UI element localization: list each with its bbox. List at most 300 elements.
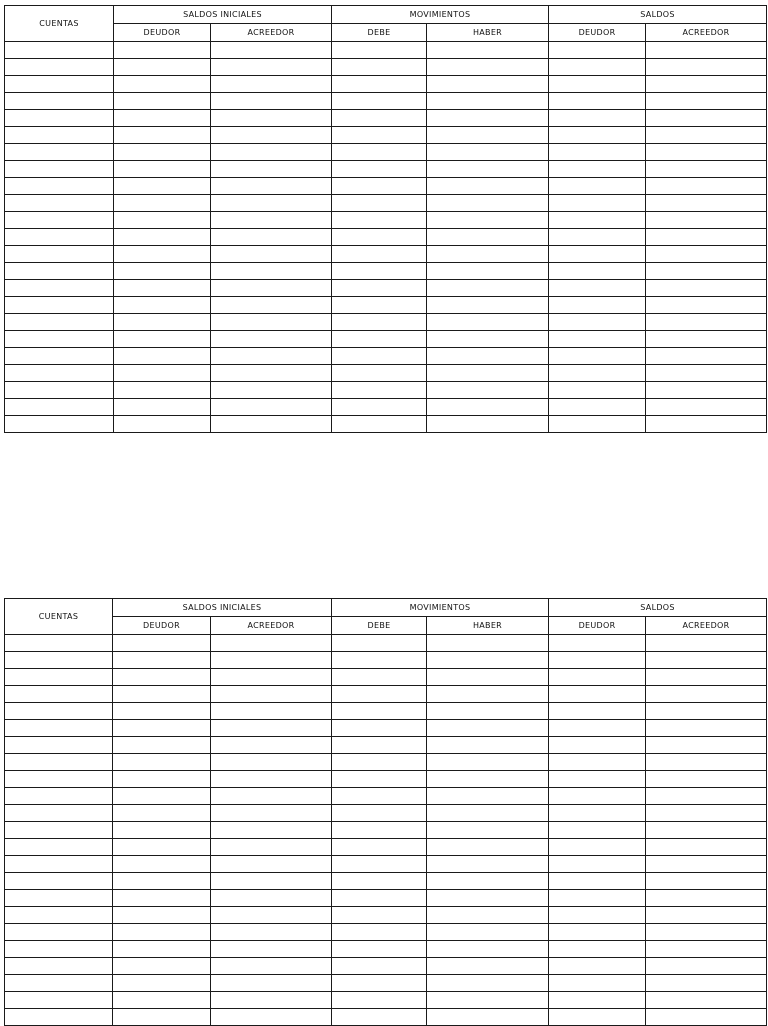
acreedor-inicial-cell[interactable]: [211, 416, 332, 433]
acreedor-inicial-cell[interactable]: [211, 42, 332, 59]
haber-cell[interactable]: [427, 737, 549, 754]
deudor-saldo-cell[interactable]: [549, 686, 646, 703]
cuenta-cell[interactable]: [5, 229, 114, 246]
haber-cell[interactable]: [427, 144, 549, 161]
deudor-saldo-cell[interactable]: [549, 771, 646, 788]
acreedor-saldo-cell[interactable]: [646, 669, 767, 686]
cuenta-cell[interactable]: [5, 652, 113, 669]
deudor-inicial-cell[interactable]: [113, 975, 211, 992]
deudor-inicial-cell[interactable]: [113, 907, 211, 924]
haber-cell[interactable]: [427, 635, 549, 652]
acreedor-saldo-cell[interactable]: [646, 365, 767, 382]
debe-cell[interactable]: [332, 805, 427, 822]
acreedor-inicial-cell[interactable]: [211, 382, 332, 399]
deudor-inicial-cell[interactable]: [113, 924, 211, 941]
deudor-saldo-cell[interactable]: [549, 416, 646, 433]
deudor-saldo-cell[interactable]: [549, 382, 646, 399]
acreedor-inicial-cell[interactable]: [211, 229, 332, 246]
acreedor-inicial-cell[interactable]: [211, 890, 332, 907]
deudor-inicial-cell[interactable]: [114, 212, 211, 229]
acreedor-saldo-cell[interactable]: [646, 280, 767, 297]
debe-cell[interactable]: [332, 822, 427, 839]
cuenta-cell[interactable]: [5, 144, 114, 161]
haber-cell[interactable]: [427, 754, 549, 771]
debe-cell[interactable]: [332, 1009, 427, 1026]
debe-cell[interactable]: [332, 635, 427, 652]
debe-cell[interactable]: [332, 856, 427, 873]
debe-cell[interactable]: [332, 229, 427, 246]
deudor-inicial-cell[interactable]: [113, 873, 211, 890]
debe-cell[interactable]: [332, 924, 427, 941]
acreedor-saldo-cell[interactable]: [646, 890, 767, 907]
haber-cell[interactable]: [427, 246, 549, 263]
debe-cell[interactable]: [332, 314, 427, 331]
haber-cell[interactable]: [427, 788, 549, 805]
deudor-inicial-cell[interactable]: [114, 416, 211, 433]
acreedor-inicial-cell[interactable]: [211, 635, 332, 652]
deudor-saldo-cell[interactable]: [549, 280, 646, 297]
debe-cell[interactable]: [332, 178, 427, 195]
deudor-inicial-cell[interactable]: [114, 127, 211, 144]
acreedor-saldo-cell[interactable]: [646, 399, 767, 416]
deudor-inicial-cell[interactable]: [114, 93, 211, 110]
acreedor-saldo-cell[interactable]: [646, 635, 767, 652]
haber-cell[interactable]: [427, 941, 549, 958]
cuenta-cell[interactable]: [5, 669, 113, 686]
cuenta-cell[interactable]: [5, 348, 114, 365]
deudor-saldo-cell[interactable]: [549, 788, 646, 805]
deudor-inicial-cell[interactable]: [113, 737, 211, 754]
debe-cell[interactable]: [332, 127, 427, 144]
acreedor-inicial-cell[interactable]: [211, 1009, 332, 1026]
acreedor-inicial-cell[interactable]: [211, 822, 332, 839]
acreedor-saldo-cell[interactable]: [646, 59, 767, 76]
acreedor-saldo-cell[interactable]: [646, 93, 767, 110]
acreedor-inicial-cell[interactable]: [211, 652, 332, 669]
cuenta-cell[interactable]: [5, 635, 113, 652]
haber-cell[interactable]: [427, 280, 549, 297]
debe-cell[interactable]: [332, 754, 427, 771]
acreedor-saldo-cell[interactable]: [646, 652, 767, 669]
cuenta-cell[interactable]: [5, 975, 113, 992]
deudor-saldo-cell[interactable]: [549, 720, 646, 737]
deudor-inicial-cell[interactable]: [113, 856, 211, 873]
deudor-inicial-cell[interactable]: [114, 280, 211, 297]
debe-cell[interactable]: [332, 110, 427, 127]
acreedor-inicial-cell[interactable]: [211, 669, 332, 686]
deudor-inicial-cell[interactable]: [114, 144, 211, 161]
haber-cell[interactable]: [427, 907, 549, 924]
deudor-inicial-cell[interactable]: [114, 110, 211, 127]
cuenta-cell[interactable]: [5, 246, 114, 263]
deudor-saldo-cell[interactable]: [549, 42, 646, 59]
acreedor-inicial-cell[interactable]: [211, 771, 332, 788]
deudor-saldo-cell[interactable]: [549, 365, 646, 382]
haber-cell[interactable]: [427, 263, 549, 280]
acreedor-saldo-cell[interactable]: [646, 212, 767, 229]
cuenta-cell[interactable]: [5, 127, 114, 144]
acreedor-inicial-cell[interactable]: [211, 110, 332, 127]
deudor-inicial-cell[interactable]: [114, 263, 211, 280]
deudor-saldo-cell[interactable]: [549, 669, 646, 686]
acreedor-saldo-cell[interactable]: [646, 975, 767, 992]
deudor-inicial-cell[interactable]: [113, 941, 211, 958]
deudor-inicial-cell[interactable]: [113, 686, 211, 703]
cuenta-cell[interactable]: [5, 890, 113, 907]
deudor-inicial-cell[interactable]: [113, 1009, 211, 1026]
cuenta-cell[interactable]: [5, 1009, 113, 1026]
acreedor-inicial-cell[interactable]: [211, 754, 332, 771]
acreedor-inicial-cell[interactable]: [211, 144, 332, 161]
cuenta-cell[interactable]: [5, 771, 113, 788]
cuenta-cell[interactable]: [5, 178, 114, 195]
cuenta-cell[interactable]: [5, 856, 113, 873]
haber-cell[interactable]: [427, 110, 549, 127]
acreedor-inicial-cell[interactable]: [211, 161, 332, 178]
cuenta-cell[interactable]: [5, 59, 114, 76]
debe-cell[interactable]: [332, 382, 427, 399]
acreedor-inicial-cell[interactable]: [211, 839, 332, 856]
debe-cell[interactable]: [332, 416, 427, 433]
deudor-saldo-cell[interactable]: [549, 76, 646, 93]
acreedor-saldo-cell[interactable]: [646, 873, 767, 890]
haber-cell[interactable]: [427, 93, 549, 110]
deudor-inicial-cell[interactable]: [114, 76, 211, 93]
deudor-inicial-cell[interactable]: [114, 246, 211, 263]
deudor-inicial-cell[interactable]: [114, 348, 211, 365]
acreedor-saldo-cell[interactable]: [646, 856, 767, 873]
debe-cell[interactable]: [332, 195, 427, 212]
haber-cell[interactable]: [427, 873, 549, 890]
deudor-saldo-cell[interactable]: [549, 195, 646, 212]
haber-cell[interactable]: [427, 42, 549, 59]
deudor-saldo-cell[interactable]: [549, 737, 646, 754]
acreedor-inicial-cell[interactable]: [211, 246, 332, 263]
cuenta-cell[interactable]: [5, 839, 113, 856]
cuenta-cell[interactable]: [5, 907, 113, 924]
haber-cell[interactable]: [427, 348, 549, 365]
deudor-inicial-cell[interactable]: [114, 195, 211, 212]
deudor-saldo-cell[interactable]: [549, 992, 646, 1009]
debe-cell[interactable]: [332, 246, 427, 263]
cuenta-cell[interactable]: [5, 416, 114, 433]
cuenta-cell[interactable]: [5, 805, 113, 822]
acreedor-saldo-cell[interactable]: [646, 331, 767, 348]
debe-cell[interactable]: [332, 788, 427, 805]
deudor-saldo-cell[interactable]: [549, 59, 646, 76]
cuenta-cell[interactable]: [5, 788, 113, 805]
acreedor-inicial-cell[interactable]: [211, 399, 332, 416]
acreedor-inicial-cell[interactable]: [211, 924, 332, 941]
acreedor-inicial-cell[interactable]: [211, 59, 332, 76]
acreedor-saldo-cell[interactable]: [646, 1009, 767, 1026]
haber-cell[interactable]: [427, 195, 549, 212]
acreedor-inicial-cell[interactable]: [211, 297, 332, 314]
deudor-inicial-cell[interactable]: [113, 669, 211, 686]
debe-cell[interactable]: [332, 992, 427, 1009]
cuenta-cell[interactable]: [5, 737, 113, 754]
debe-cell[interactable]: [332, 144, 427, 161]
acreedor-saldo-cell[interactable]: [646, 263, 767, 280]
debe-cell[interactable]: [332, 686, 427, 703]
haber-cell[interactable]: [427, 703, 549, 720]
deudor-inicial-cell[interactable]: [113, 992, 211, 1009]
debe-cell[interactable]: [332, 365, 427, 382]
haber-cell[interactable]: [427, 856, 549, 873]
acreedor-inicial-cell[interactable]: [211, 348, 332, 365]
acreedor-inicial-cell[interactable]: [211, 76, 332, 93]
debe-cell[interactable]: [332, 839, 427, 856]
acreedor-inicial-cell[interactable]: [211, 992, 332, 1009]
deudor-saldo-cell[interactable]: [549, 924, 646, 941]
acreedor-inicial-cell[interactable]: [211, 737, 332, 754]
deudor-saldo-cell[interactable]: [549, 890, 646, 907]
deudor-saldo-cell[interactable]: [549, 263, 646, 280]
debe-cell[interactable]: [332, 737, 427, 754]
deudor-inicial-cell[interactable]: [114, 314, 211, 331]
cuenta-cell[interactable]: [5, 822, 113, 839]
deudor-inicial-cell[interactable]: [114, 59, 211, 76]
deudor-saldo-cell[interactable]: [549, 399, 646, 416]
cuenta-cell[interactable]: [5, 314, 114, 331]
deudor-saldo-cell[interactable]: [549, 652, 646, 669]
haber-cell[interactable]: [427, 178, 549, 195]
acreedor-inicial-cell[interactable]: [211, 365, 332, 382]
haber-cell[interactable]: [427, 822, 549, 839]
deudor-inicial-cell[interactable]: [113, 822, 211, 839]
deudor-saldo-cell[interactable]: [549, 348, 646, 365]
deudor-saldo-cell[interactable]: [549, 1009, 646, 1026]
haber-cell[interactable]: [427, 839, 549, 856]
debe-cell[interactable]: [332, 399, 427, 416]
cuenta-cell[interactable]: [5, 873, 113, 890]
acreedor-saldo-cell[interactable]: [646, 686, 767, 703]
acreedor-saldo-cell[interactable]: [646, 754, 767, 771]
deudor-saldo-cell[interactable]: [549, 873, 646, 890]
haber-cell[interactable]: [427, 771, 549, 788]
haber-cell[interactable]: [427, 399, 549, 416]
deudor-saldo-cell[interactable]: [549, 703, 646, 720]
debe-cell[interactable]: [332, 212, 427, 229]
cuenta-cell[interactable]: [5, 93, 114, 110]
haber-cell[interactable]: [427, 890, 549, 907]
cuenta-cell[interactable]: [5, 161, 114, 178]
haber-cell[interactable]: [427, 314, 549, 331]
cuenta-cell[interactable]: [5, 42, 114, 59]
deudor-saldo-cell[interactable]: [549, 178, 646, 195]
acreedor-inicial-cell[interactable]: [211, 263, 332, 280]
debe-cell[interactable]: [332, 958, 427, 975]
haber-cell[interactable]: [427, 382, 549, 399]
deudor-inicial-cell[interactable]: [113, 788, 211, 805]
deudor-saldo-cell[interactable]: [549, 297, 646, 314]
debe-cell[interactable]: [332, 890, 427, 907]
haber-cell[interactable]: [427, 1009, 549, 1026]
deudor-inicial-cell[interactable]: [113, 635, 211, 652]
debe-cell[interactable]: [332, 975, 427, 992]
haber-cell[interactable]: [427, 958, 549, 975]
debe-cell[interactable]: [332, 720, 427, 737]
deudor-inicial-cell[interactable]: [113, 958, 211, 975]
debe-cell[interactable]: [332, 297, 427, 314]
acreedor-saldo-cell[interactable]: [646, 314, 767, 331]
cuenta-cell[interactable]: [5, 212, 114, 229]
deudor-inicial-cell[interactable]: [114, 297, 211, 314]
cuenta-cell[interactable]: [5, 686, 113, 703]
debe-cell[interactable]: [332, 59, 427, 76]
cuenta-cell[interactable]: [5, 924, 113, 941]
deudor-inicial-cell[interactable]: [114, 161, 211, 178]
acreedor-inicial-cell[interactable]: [211, 975, 332, 992]
deudor-saldo-cell[interactable]: [549, 805, 646, 822]
deudor-saldo-cell[interactable]: [549, 246, 646, 263]
deudor-inicial-cell[interactable]: [113, 839, 211, 856]
haber-cell[interactable]: [427, 76, 549, 93]
acreedor-inicial-cell[interactable]: [211, 212, 332, 229]
acreedor-saldo-cell[interactable]: [646, 771, 767, 788]
deudor-saldo-cell[interactable]: [549, 93, 646, 110]
acreedor-inicial-cell[interactable]: [211, 314, 332, 331]
deudor-saldo-cell[interactable]: [549, 144, 646, 161]
deudor-saldo-cell[interactable]: [549, 110, 646, 127]
haber-cell[interactable]: [427, 669, 549, 686]
debe-cell[interactable]: [332, 348, 427, 365]
haber-cell[interactable]: [427, 59, 549, 76]
acreedor-saldo-cell[interactable]: [646, 178, 767, 195]
acreedor-inicial-cell[interactable]: [211, 958, 332, 975]
cuenta-cell[interactable]: [5, 263, 114, 280]
debe-cell[interactable]: [332, 76, 427, 93]
acreedor-saldo-cell[interactable]: [646, 297, 767, 314]
deudor-inicial-cell[interactable]: [114, 331, 211, 348]
haber-cell[interactable]: [427, 127, 549, 144]
acreedor-saldo-cell[interactable]: [646, 127, 767, 144]
acreedor-saldo-cell[interactable]: [646, 195, 767, 212]
deudor-inicial-cell[interactable]: [114, 42, 211, 59]
cuenta-cell[interactable]: [5, 941, 113, 958]
haber-cell[interactable]: [427, 992, 549, 1009]
cuenta-cell[interactable]: [5, 76, 114, 93]
debe-cell[interactable]: [332, 161, 427, 178]
deudor-saldo-cell[interactable]: [549, 941, 646, 958]
debe-cell[interactable]: [332, 703, 427, 720]
acreedor-saldo-cell[interactable]: [646, 161, 767, 178]
haber-cell[interactable]: [427, 805, 549, 822]
acreedor-saldo-cell[interactable]: [646, 924, 767, 941]
deudor-saldo-cell[interactable]: [549, 635, 646, 652]
debe-cell[interactable]: [332, 263, 427, 280]
deudor-saldo-cell[interactable]: [549, 229, 646, 246]
acreedor-inicial-cell[interactable]: [211, 788, 332, 805]
debe-cell[interactable]: [332, 873, 427, 890]
acreedor-saldo-cell[interactable]: [646, 788, 767, 805]
acreedor-inicial-cell[interactable]: [211, 873, 332, 890]
deudor-saldo-cell[interactable]: [549, 314, 646, 331]
debe-cell[interactable]: [332, 93, 427, 110]
deudor-inicial-cell[interactable]: [113, 720, 211, 737]
acreedor-inicial-cell[interactable]: [211, 907, 332, 924]
acreedor-saldo-cell[interactable]: [646, 703, 767, 720]
haber-cell[interactable]: [427, 331, 549, 348]
acreedor-saldo-cell[interactable]: [646, 737, 767, 754]
haber-cell[interactable]: [427, 212, 549, 229]
deudor-saldo-cell[interactable]: [549, 161, 646, 178]
acreedor-inicial-cell[interactable]: [211, 93, 332, 110]
deudor-inicial-cell[interactable]: [114, 229, 211, 246]
debe-cell[interactable]: [332, 941, 427, 958]
deudor-saldo-cell[interactable]: [549, 331, 646, 348]
acreedor-inicial-cell[interactable]: [211, 720, 332, 737]
deudor-inicial-cell[interactable]: [113, 805, 211, 822]
deudor-saldo-cell[interactable]: [549, 839, 646, 856]
deudor-inicial-cell[interactable]: [113, 890, 211, 907]
acreedor-saldo-cell[interactable]: [646, 348, 767, 365]
deudor-saldo-cell[interactable]: [549, 754, 646, 771]
cuenta-cell[interactable]: [5, 399, 114, 416]
acreedor-inicial-cell[interactable]: [211, 941, 332, 958]
acreedor-inicial-cell[interactable]: [211, 127, 332, 144]
haber-cell[interactable]: [427, 924, 549, 941]
haber-cell[interactable]: [427, 686, 549, 703]
deudor-inicial-cell[interactable]: [114, 382, 211, 399]
debe-cell[interactable]: [332, 42, 427, 59]
haber-cell[interactable]: [427, 416, 549, 433]
acreedor-saldo-cell[interactable]: [646, 839, 767, 856]
haber-cell[interactable]: [427, 161, 549, 178]
deudor-inicial-cell[interactable]: [113, 703, 211, 720]
acreedor-saldo-cell[interactable]: [646, 382, 767, 399]
cuenta-cell[interactable]: [5, 958, 113, 975]
haber-cell[interactable]: [427, 720, 549, 737]
acreedor-inicial-cell[interactable]: [211, 331, 332, 348]
debe-cell[interactable]: [332, 280, 427, 297]
haber-cell[interactable]: [427, 297, 549, 314]
cuenta-cell[interactable]: [5, 754, 113, 771]
acreedor-saldo-cell[interactable]: [646, 229, 767, 246]
deudor-inicial-cell[interactable]: [114, 399, 211, 416]
debe-cell[interactable]: [332, 669, 427, 686]
acreedor-saldo-cell[interactable]: [646, 992, 767, 1009]
deudor-saldo-cell[interactable]: [549, 127, 646, 144]
deudor-inicial-cell[interactable]: [113, 652, 211, 669]
cuenta-cell[interactable]: [5, 195, 114, 212]
acreedor-inicial-cell[interactable]: [211, 703, 332, 720]
debe-cell[interactable]: [332, 907, 427, 924]
acreedor-saldo-cell[interactable]: [646, 720, 767, 737]
deudor-saldo-cell[interactable]: [549, 822, 646, 839]
deudor-inicial-cell[interactable]: [114, 178, 211, 195]
acreedor-inicial-cell[interactable]: [211, 686, 332, 703]
debe-cell[interactable]: [332, 771, 427, 788]
acreedor-inicial-cell[interactable]: [211, 856, 332, 873]
cuenta-cell[interactable]: [5, 365, 114, 382]
acreedor-saldo-cell[interactable]: [646, 76, 767, 93]
acreedor-saldo-cell[interactable]: [646, 110, 767, 127]
haber-cell[interactable]: [427, 229, 549, 246]
haber-cell[interactable]: [427, 652, 549, 669]
haber-cell[interactable]: [427, 365, 549, 382]
acreedor-inicial-cell[interactable]: [211, 178, 332, 195]
acreedor-saldo-cell[interactable]: [646, 958, 767, 975]
cuenta-cell[interactable]: [5, 703, 113, 720]
acreedor-saldo-cell[interactable]: [646, 144, 767, 161]
acreedor-saldo-cell[interactable]: [646, 42, 767, 59]
haber-cell[interactable]: [427, 975, 549, 992]
deudor-inicial-cell[interactable]: [114, 365, 211, 382]
deudor-saldo-cell[interactable]: [549, 975, 646, 992]
cuenta-cell[interactable]: [5, 297, 114, 314]
acreedor-saldo-cell[interactable]: [646, 822, 767, 839]
